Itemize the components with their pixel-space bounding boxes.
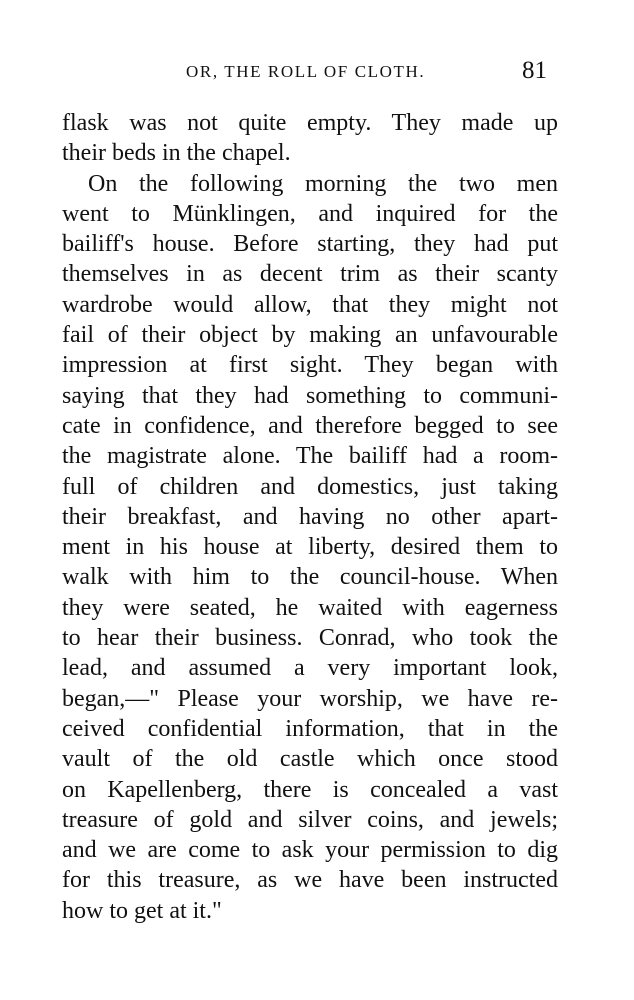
running-title: OR, THE ROLL OF CLOTH.: [186, 62, 426, 81]
text-line: the magistrate alone. The bailiff had a room-: [62, 443, 558, 470]
body-text: [62, 108, 558, 926]
text-line: full of children and domestics, just taking: [62, 473, 558, 500]
text-line: themselves in as decent trim as their scanty: [62, 261, 558, 288]
text-line: they were seated, he waited with eagerness: [62, 594, 558, 621]
text-line: impression at first sight. They began with: [62, 352, 558, 379]
text-line: On the following morning the two men: [88, 170, 558, 197]
text-line: fail of their object by making an unfavourable: [62, 322, 558, 349]
text-line: vault of the old castle which once stood: [62, 746, 558, 773]
text-line: their breakfast, and having no other apart-: [62, 503, 558, 530]
text-line: their beds in the chapel.: [62, 140, 291, 167]
text-line: bailiff's house. Before starting, they had put: [62, 231, 558, 258]
text-line: walk with him to the council-house. When: [62, 564, 558, 591]
text-line: on Kapellenberg, there is concealed a vast: [62, 776, 558, 803]
text-line: and we are come to ask your permission to dig: [62, 837, 558, 864]
text-line: went to Münklingen, and inquired for the: [62, 200, 558, 227]
text-line: ment in his house at liberty, desired them to: [62, 534, 558, 561]
text-line: lead, and assumed a very important look,: [62, 655, 558, 682]
text-line: treasure of gold and silver coins, and jewels;: [62, 806, 558, 833]
page-number: 81: [522, 57, 547, 84]
text-line: ceived confidential information, that in the: [62, 715, 558, 742]
text-line: to hear their business. Conrad, who took the: [62, 625, 558, 652]
text-line: flask was not quite empty. They made up: [62, 110, 558, 136]
text-line: saying that they had something to communi-: [62, 382, 558, 409]
running-header: [0, 58, 634, 88]
text-line: began,—" Please your worship, we have re-: [62, 685, 558, 712]
text-line: for this treasure, as we have been instructed: [62, 867, 558, 894]
text-line: wardrobe would allow, that they might not: [62, 291, 558, 318]
text-line: how to get at it.": [62, 897, 222, 924]
text-line: cate in confidence, and therefore begged to see: [62, 412, 558, 439]
